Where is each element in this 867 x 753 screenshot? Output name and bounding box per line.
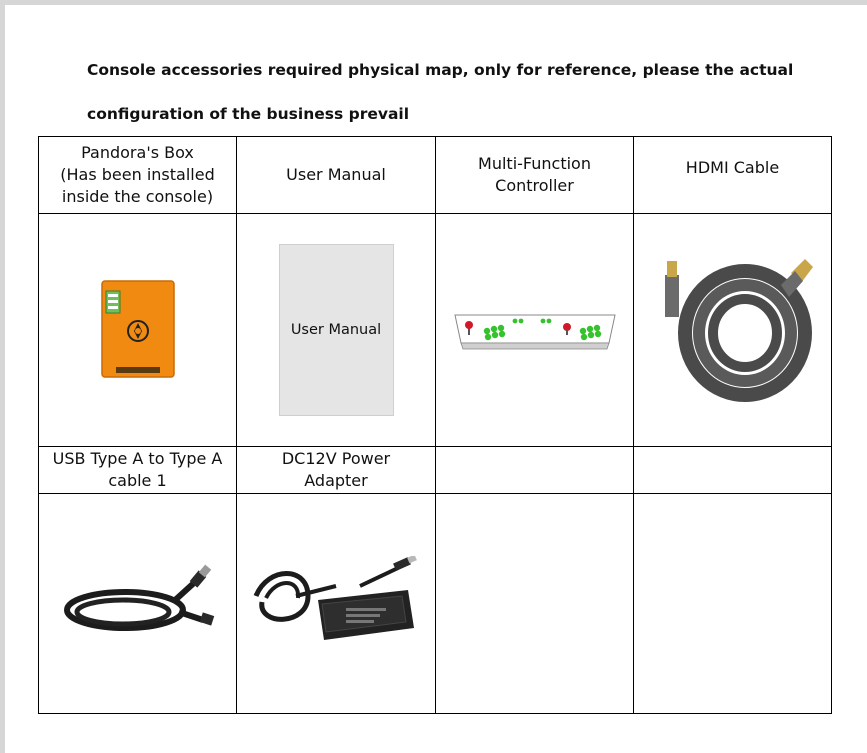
heading-line-2: configuration of the business prevail	[87, 105, 410, 123]
table-row	[39, 214, 832, 447]
image-cell	[436, 214, 634, 447]
header-pandoras-box	[39, 137, 237, 214]
user-manual-cover	[279, 244, 394, 416]
image-cell	[39, 494, 237, 714]
hdmi-cable-icon	[653, 255, 813, 405]
image-cell	[237, 214, 436, 447]
header-empty	[634, 447, 832, 494]
cell-label: Multi-Function Controller	[478, 154, 591, 195]
power-adapter-icon	[248, 556, 424, 652]
header-hdmi-cable	[634, 137, 832, 214]
controller-icon	[451, 307, 619, 353]
header-usb-cable	[39, 447, 237, 494]
document-page	[5, 5, 867, 753]
image-cell	[634, 214, 832, 447]
manual-cover-text: User Manual	[290, 322, 382, 338]
empty-cell	[436, 494, 634, 714]
empty-cell	[634, 494, 832, 714]
cell-label: USB Type A to Type A cable 1	[52, 449, 223, 490]
header-controller	[436, 137, 634, 214]
table-row	[39, 447, 832, 494]
header-user-manual	[237, 137, 436, 214]
cell-label: Pandora's Box (Has been installed inside the console)	[60, 143, 215, 206]
accessories-table	[38, 136, 832, 714]
image-cell	[39, 214, 237, 447]
cell-label: HDMI Cable	[685, 158, 780, 177]
usb-cable-icon	[53, 564, 223, 644]
table-row	[39, 137, 832, 214]
cell-label: User Manual	[286, 165, 386, 184]
cell-label: DC12V Power Adapter	[281, 449, 391, 490]
pandora-box-icon	[98, 279, 178, 381]
image-cell	[237, 494, 436, 714]
header-power-adapter	[237, 447, 436, 494]
header-empty	[436, 447, 634, 494]
table-row	[39, 494, 832, 714]
heading-line-1: Console accessories required physical map, only for reference, please the actual	[87, 61, 794, 79]
